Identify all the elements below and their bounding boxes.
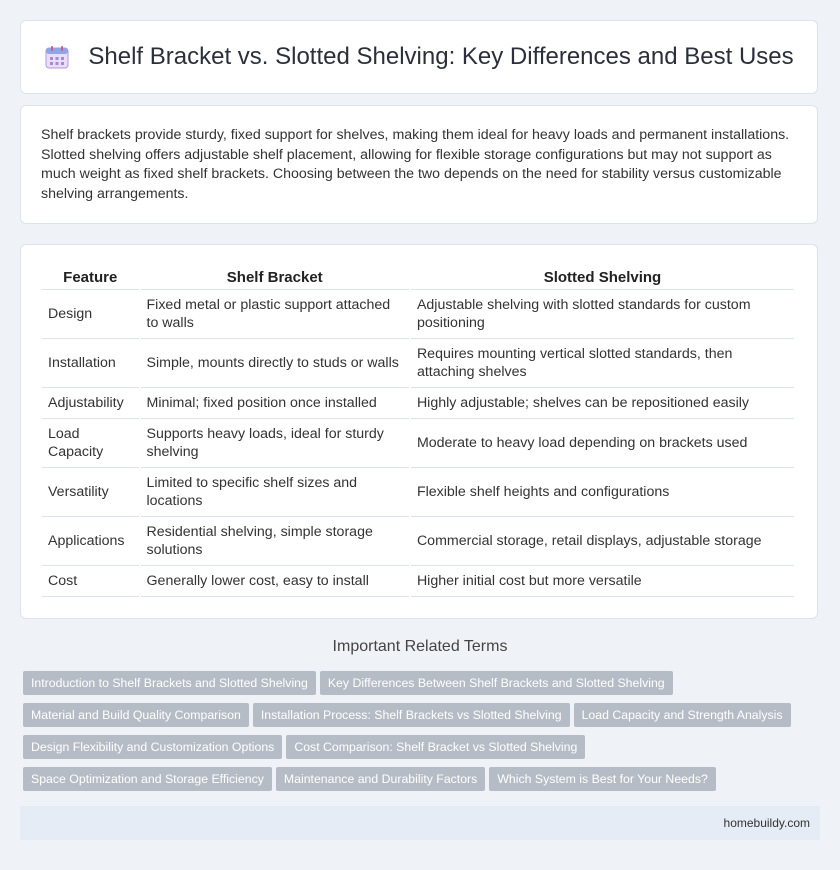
calendar-icon <box>44 44 70 70</box>
table-row <box>42 566 794 597</box>
shelf-bracket-cell: Generally lower cost, easy to install <box>141 566 409 597</box>
column-header: Shelf Bracket <box>141 265 409 290</box>
slotted-shelving-cell: Commercial storage, retail displays, adjustable storage <box>411 517 794 566</box>
feature-cell: Installation <box>42 339 139 388</box>
feature-cell: Design <box>42 290 139 339</box>
shelf-bracket-cell: Supports heavy loads, ideal for sturdy shelving <box>141 419 409 468</box>
related-terms-title: Important Related Terms <box>332 638 508 655</box>
related-term-tag[interactable]: Material and Build Quality Comparison <box>23 703 249 727</box>
table-row <box>42 388 794 419</box>
related-term-tag[interactable]: Key Differences Between Shelf Brackets and Slotted Shelving <box>320 671 673 695</box>
column-header: Slotted Shelving <box>411 265 794 290</box>
feature-cell: Load Capacity <box>42 419 139 468</box>
intro-section <box>20 105 818 224</box>
table-row <box>42 468 794 517</box>
table-row <box>42 290 794 339</box>
slotted-shelving-cell: Moderate to heavy load depending on brackets used <box>411 419 794 468</box>
table-row <box>42 419 794 468</box>
footer-site[interactable]: homebuildy.com <box>723 816 810 830</box>
column-header: Feature <box>42 265 139 290</box>
slotted-shelving-cell: Highly adjustable; shelves can be repositioned easily <box>411 388 794 419</box>
intro-text: Shelf brackets provide sturdy, fixed support for shelves, making them ideal for heavy loads and permanent installations. Slotted shelving offers adjustable shelf placement, allowing for flexible storage configurations but may not support as much weight as fixed shelf brackets. Choosing between the two depends on the need for stability versus customizable shelving arrangements. <box>41 127 790 202</box>
related-term-tag[interactable]: Cost Comparison: Shelf Bracket vs Slotted Shelving <box>286 735 585 759</box>
related-term-tag[interactable]: Installation Process: Shelf Brackets vs Slotted Shelving <box>253 703 570 727</box>
page-header <box>20 20 818 94</box>
related-term-tag[interactable]: Introduction to Shelf Brackets and Slotted Shelving <box>23 671 316 695</box>
shelf-bracket-cell: Simple, mounts directly to studs or walls <box>141 339 409 388</box>
slotted-shelving-cell: Flexible shelf heights and configurations <box>411 468 794 517</box>
slotted-shelving-cell: Adjustable shelving with slotted standards for custom positioning <box>411 290 794 339</box>
footer <box>20 806 820 840</box>
page-title: Shelf Bracket vs. Slotted Shelving: Key Differences and Best Uses <box>88 43 794 70</box>
feature-cell: Versatility <box>42 468 139 517</box>
related-term-tag[interactable]: Design Flexibility and Customization Options <box>23 735 282 759</box>
shelf-bracket-cell: Fixed metal or plastic support attached to walls <box>141 290 409 339</box>
shelf-bracket-cell: Minimal; fixed position once installed <box>141 388 409 419</box>
related-term-tag[interactable]: Which System is Best for Your Needs? <box>489 767 716 791</box>
table-row <box>42 339 794 388</box>
comparison-table <box>40 265 796 597</box>
related-term-tag[interactable]: Load Capacity and Strength Analysis <box>574 703 791 727</box>
related-term-tag[interactable]: Maintenance and Durability Factors <box>276 767 485 791</box>
related-terms-list <box>23 671 803 799</box>
slotted-shelving-cell: Higher initial cost but more versatile <box>411 566 794 597</box>
comparison-table-card <box>20 244 818 619</box>
feature-cell: Applications <box>42 517 139 566</box>
related-term-tag[interactable]: Space Optimization and Storage Efficiency <box>23 767 272 791</box>
slotted-shelving-cell: Requires mounting vertical slotted standards, then attaching shelves <box>411 339 794 388</box>
feature-cell: Cost <box>42 566 139 597</box>
feature-cell: Adjustability <box>42 388 139 419</box>
shelf-bracket-cell: Residential shelving, simple storage solutions <box>141 517 409 566</box>
table-header-row <box>42 265 794 290</box>
shelf-bracket-cell: Limited to specific shelf sizes and locations <box>141 468 409 517</box>
table-row <box>42 517 794 566</box>
